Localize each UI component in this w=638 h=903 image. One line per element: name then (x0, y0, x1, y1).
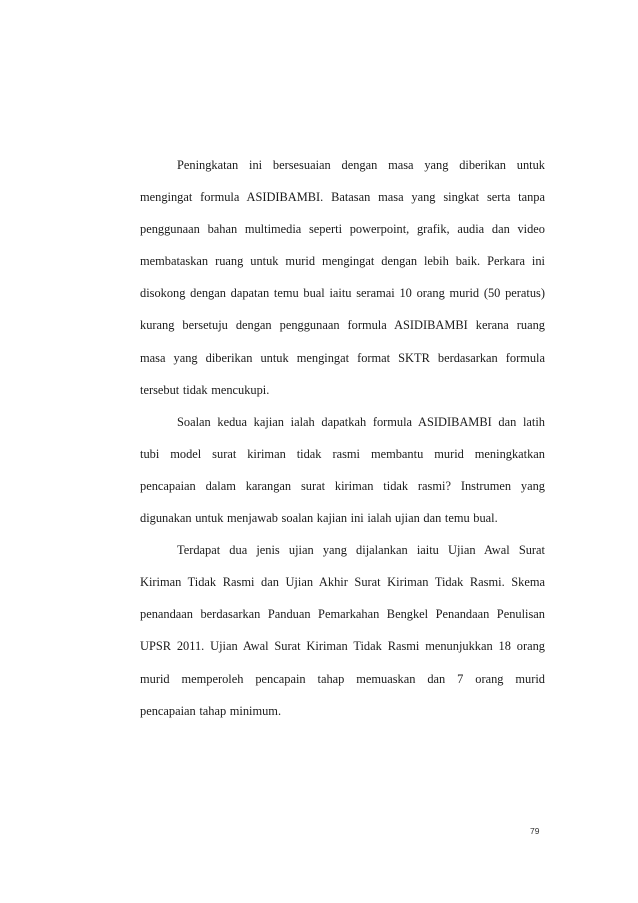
text-line: digunakan untuk menjawab soalan kajian ini ialah ujian dan temu bual. (140, 511, 498, 526)
text-line: Soalan kedua kajian ialah dapatkah formula ASIDIBAMBI dan latih (177, 414, 545, 429)
text-line: murid memperoleh pencapain tahap memuaskan dan 7 orang murid (140, 671, 545, 686)
text-line: penandaan berdasarkan Panduan Pemarkahan Bengkel Penandaan Penulisan (140, 607, 545, 622)
body-text (140, 149, 545, 727)
text-line: masa yang diberikan untuk mengingat format SKTR berdasarkan formula (140, 350, 545, 365)
paragraph-3 (140, 534, 545, 727)
text-line: Terdapat dua jenis ujian yang dijalankan iaitu Ujian Awal Surat (177, 543, 545, 558)
paragraph-1 (140, 149, 545, 406)
text-line: pencapaian dalam karangan surat kiriman tidak rasmi? Instrumen yang (140, 478, 545, 493)
text-line: Peningkatan ini bersesuaian dengan masa yang diberikan untuk (177, 158, 545, 172)
page-number: 79 (530, 826, 540, 836)
paragraph-2 (140, 406, 545, 534)
text-line: pencapaian tahap minimum. (140, 703, 282, 718)
text-line: kurang bersetuju dengan penggunaan formula ASIDIBAMBI kerana ruang (140, 318, 545, 333)
text-line: tubi model surat kiriman tidak rasmi membantu murid meningkatkan (140, 446, 545, 461)
text-line: penggunaan bahan multimedia seperti powerpoint, grafik, audia dan video (140, 222, 545, 237)
text-line: Kiriman Tidak Rasmi dan Ujian Akhir Surat Kiriman Tidak Rasmi. Skema (140, 575, 545, 590)
text-line: tersebut tidak mencukupi. (140, 382, 270, 397)
text-line: membataskan ruang untuk murid mengingat dengan lebih baik. Perkara ini (140, 254, 545, 269)
text-line: disokong dengan dapatan temu bual iaitu seramai 10 orang murid (50 peratus) (140, 286, 545, 301)
text-line: mengingat formula ASIDIBAMBI. Batasan masa yang singkat serta tanpa (140, 190, 545, 205)
text-line: UPSR 2011. Ujian Awal Surat Kiriman Tidak Rasmi menunjukkan 18 orang (140, 639, 545, 654)
